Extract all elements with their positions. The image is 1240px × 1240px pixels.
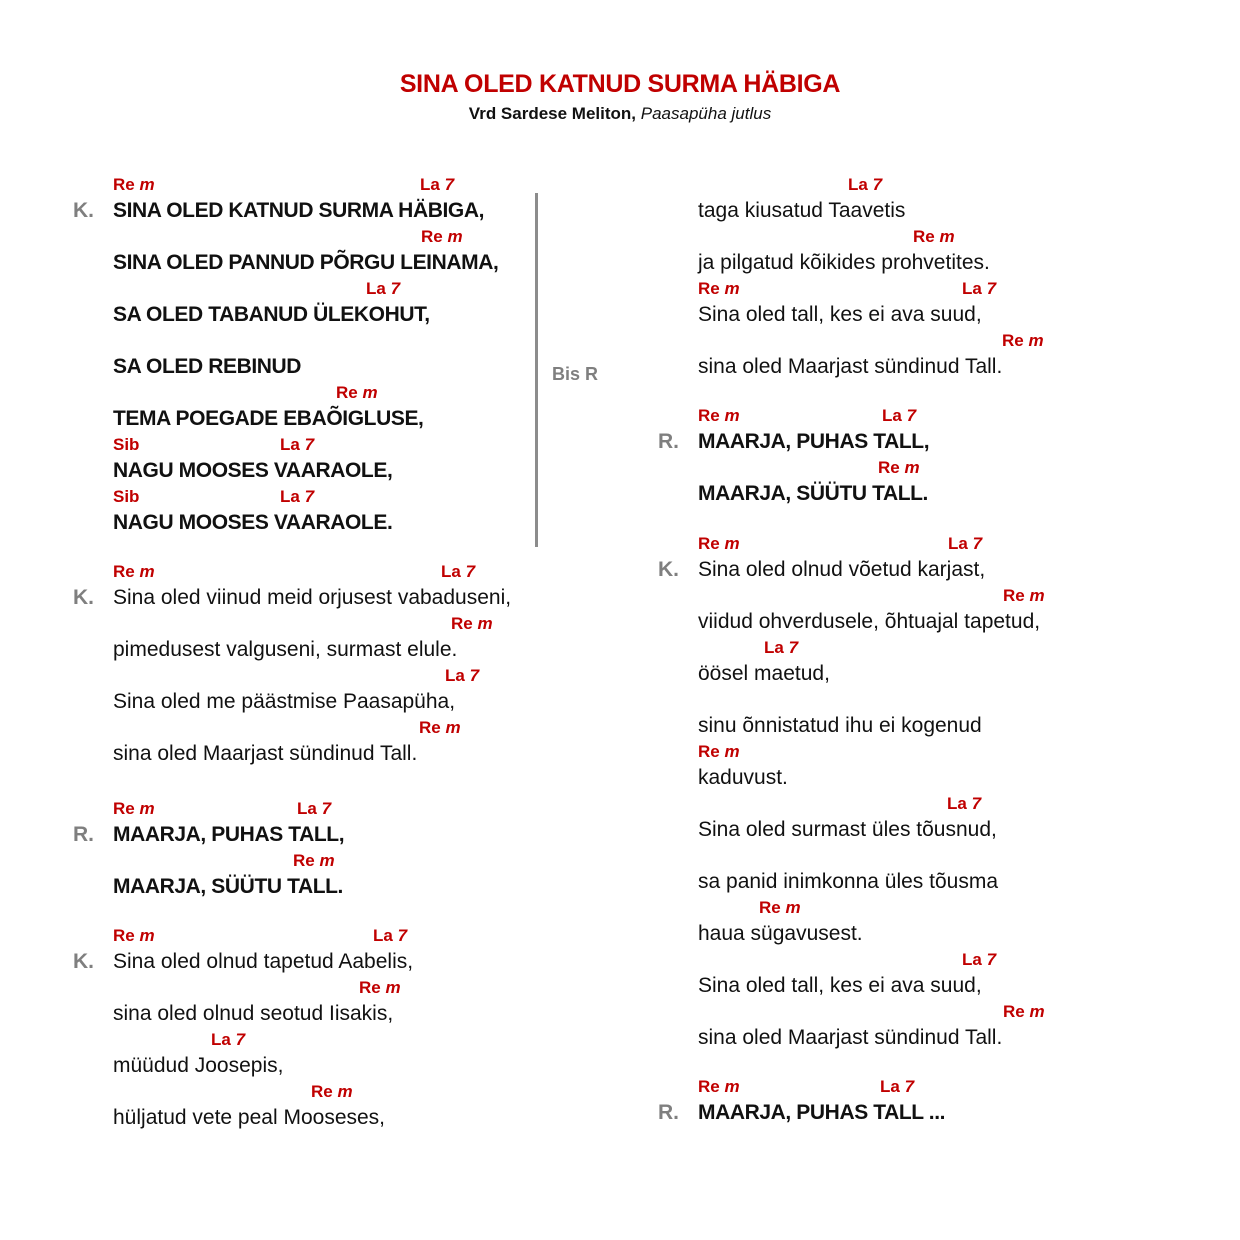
lyric-text: kaduvust. xyxy=(698,766,788,789)
bis-bracket-line xyxy=(535,193,538,547)
chord-quality: 7 xyxy=(390,279,401,298)
chord-quality: m xyxy=(319,851,335,870)
chord-row xyxy=(698,638,1240,660)
chord-row xyxy=(113,383,673,405)
chord-root: Re xyxy=(311,1082,333,1101)
chord-quality: 7 xyxy=(304,435,315,454)
chord-quality: 7 xyxy=(304,487,315,506)
lyric-text: NAGU MOOSES VAARAOLE, xyxy=(113,459,393,482)
chord xyxy=(698,1077,740,1097)
chord xyxy=(336,383,378,403)
lyric-text: hüljatud vete peal Mooseses, xyxy=(113,1106,386,1129)
chord-row xyxy=(698,846,1240,868)
chord-root: La xyxy=(445,666,465,685)
chord-root: La xyxy=(297,799,317,818)
lyric-text: Sina oled olnud tapetud Aabelis, xyxy=(113,950,414,973)
chord-row xyxy=(113,487,673,509)
chord-root: Re xyxy=(419,718,441,737)
chord-quality: 7 xyxy=(906,406,917,425)
chord-root: Re xyxy=(451,614,473,633)
chord-quality: m xyxy=(477,614,493,633)
chord-row xyxy=(698,690,1240,712)
chord-root: Re xyxy=(1002,331,1024,350)
chord xyxy=(113,435,139,455)
chord-quality: m xyxy=(724,406,740,425)
chord-root: La xyxy=(420,175,440,194)
chord xyxy=(698,279,740,299)
chord-quality: m xyxy=(939,227,955,246)
chord-root: Re xyxy=(336,383,358,402)
lyric-text: SINA OLED PANNUD PÕRGU LEINAMA, xyxy=(113,251,499,274)
chord-quality: m xyxy=(1029,586,1045,605)
chord xyxy=(962,279,996,299)
chord-root: Re xyxy=(293,851,315,870)
chord-root: Re xyxy=(1003,586,1025,605)
chord-row xyxy=(113,279,673,301)
chord xyxy=(1003,586,1045,606)
chord-quality: m xyxy=(904,458,920,477)
chord-row xyxy=(113,331,673,353)
lyric-text: TEMA POEGADE EBAÕIGLUSE, xyxy=(113,407,424,430)
chord-row xyxy=(698,534,1240,556)
chord xyxy=(913,227,955,247)
chord-quality: m xyxy=(139,175,155,194)
chord xyxy=(1002,331,1044,351)
chord xyxy=(947,794,981,814)
chord-quality: 7 xyxy=(465,562,476,581)
chord-quality: 7 xyxy=(235,1030,246,1049)
lyric-text: Sina oled me päästmise Paasapüha, xyxy=(113,690,456,713)
subtitle-work: Paasapüha jutlus xyxy=(640,104,772,123)
lyric-text: pimedusest valguseni, surmast elule. xyxy=(113,638,458,661)
chord xyxy=(211,1030,245,1050)
chord-quality: 7 xyxy=(788,638,799,657)
chord-row xyxy=(113,1030,673,1052)
chord-row xyxy=(698,586,1240,608)
chord xyxy=(419,718,461,738)
chord-row xyxy=(113,718,673,740)
chord-root: Re xyxy=(698,406,720,425)
chord-root: Re xyxy=(1003,1002,1025,1021)
chord xyxy=(280,435,314,455)
lyric-text: MAARJA, SÜÜTU TALL. xyxy=(113,875,343,898)
chord-row xyxy=(113,851,673,873)
chord xyxy=(113,799,155,819)
chord-root: Re xyxy=(698,1077,720,1096)
chord-row xyxy=(698,1002,1240,1024)
chord-row xyxy=(698,950,1240,972)
chord-quality: 7 xyxy=(469,666,480,685)
chord xyxy=(880,1077,914,1097)
lyric-text: Sina oled surmast üles tõusnud, xyxy=(698,818,997,841)
chord-root: Sib xyxy=(113,435,140,454)
lyric-text: Sina oled tall, kes ei ava suud, xyxy=(698,303,982,326)
chord-quality: m xyxy=(447,227,463,246)
chord xyxy=(878,458,920,478)
chord xyxy=(373,926,407,946)
chord xyxy=(764,638,798,658)
chord-row xyxy=(113,175,673,197)
chord-row xyxy=(113,978,673,1000)
lyric-text: SA OLED REBINUD xyxy=(113,355,302,378)
chord-row xyxy=(113,435,673,457)
lyric-text: öösel maetud, xyxy=(698,662,830,685)
lyric-text: taga kiusatud Taavetis xyxy=(698,199,906,222)
chord-row xyxy=(698,898,1240,920)
chord-root: La xyxy=(962,950,982,969)
chord-root: La xyxy=(211,1030,231,1049)
chord-root: La xyxy=(947,794,967,813)
chord-root: La xyxy=(882,406,902,425)
chord-quality: m xyxy=(724,279,740,298)
chord-root: La xyxy=(366,279,386,298)
bis-label: Bis R xyxy=(552,364,599,384)
chord xyxy=(698,534,740,554)
chord-quality: m xyxy=(1028,331,1044,350)
chord-row xyxy=(698,175,1240,197)
chord-root: La xyxy=(848,175,868,194)
chord xyxy=(113,926,155,946)
chord-row xyxy=(113,227,673,249)
lyric-text: SA OLED TABANUD ÜLEKOHUT, xyxy=(113,303,430,326)
chord-row xyxy=(698,794,1240,816)
chord-quality: 7 xyxy=(397,926,408,945)
chord-quality: 7 xyxy=(972,534,983,553)
chord-root: Re xyxy=(698,534,720,553)
lyric-text: sina oled olnud seotud Iisakis, xyxy=(113,1002,394,1025)
chord-root: La xyxy=(880,1077,900,1096)
stanza-marker: K. xyxy=(73,199,94,222)
chord-root: Re xyxy=(359,978,381,997)
chord-row xyxy=(113,926,673,948)
chord-quality: m xyxy=(337,1082,353,1101)
chord-root: Re xyxy=(759,898,781,917)
chord-row xyxy=(113,666,673,688)
lyric-text: Sina oled olnud võetud karjast, xyxy=(698,558,986,581)
chord-quality: m xyxy=(362,383,378,402)
lyric-text: MAARJA, SÜÜTU TALL. xyxy=(698,482,928,505)
chord-root: Re xyxy=(698,742,720,761)
subtitle-source: Vrd Sardese Meliton, xyxy=(468,104,637,123)
stanza-marker: K. xyxy=(73,586,94,609)
chord xyxy=(698,742,740,762)
chord-root: Re xyxy=(698,279,720,298)
chord-row xyxy=(113,1082,673,1104)
chord-quality: m xyxy=(139,926,155,945)
song-title: SINA OLED KATNUD SURMA HÄBIGA xyxy=(399,70,841,98)
chord-quality: 7 xyxy=(872,175,883,194)
lyric-text: MAARJA, PUHAS TALL, xyxy=(113,823,345,846)
chord-quality: 7 xyxy=(971,794,982,813)
song-subtitle xyxy=(0,104,1240,124)
chord-row xyxy=(698,331,1240,353)
chord-quality: m xyxy=(139,799,155,818)
lyric-text: haua sügavusest. xyxy=(698,922,863,945)
chord xyxy=(441,562,475,582)
lyric-text: sina oled Maarjast sündinud Tall. xyxy=(113,742,418,765)
chord xyxy=(1003,1002,1045,1022)
chord-row xyxy=(113,799,673,821)
stanza-marker: K. xyxy=(658,558,679,581)
chord-quality: m xyxy=(724,534,740,553)
chord xyxy=(113,562,155,582)
chord xyxy=(882,406,916,426)
chord xyxy=(451,614,493,634)
chord-quality: m xyxy=(445,718,461,737)
chord-row xyxy=(698,1077,1240,1099)
stanza-marker: R. xyxy=(658,1101,679,1124)
chord-root: La xyxy=(441,562,461,581)
chord-root: La xyxy=(280,435,300,454)
lyric-text: sinu õnnistatud ihu ei kogenud xyxy=(698,714,982,737)
chord-quality: 7 xyxy=(986,950,997,969)
chord-quality: m xyxy=(1029,1002,1045,1021)
chord-root: Re xyxy=(878,458,900,477)
stanza-marker: R. xyxy=(658,430,679,453)
chord-root: La xyxy=(962,279,982,298)
chord-root: La xyxy=(373,926,393,945)
chord xyxy=(759,898,801,918)
chord-row xyxy=(698,406,1240,428)
stanza-marker: K. xyxy=(73,950,94,973)
chord xyxy=(311,1082,353,1102)
lyric-text: sa panid inimkonna üles tõusma xyxy=(698,870,999,893)
chord-quality: m xyxy=(139,562,155,581)
chord-quality: 7 xyxy=(444,175,455,194)
chord xyxy=(293,851,335,871)
chord-root: La xyxy=(280,487,300,506)
chord-row xyxy=(698,227,1240,249)
lyric-text: Sina oled viinud meid orjusest vabaduseni, xyxy=(113,586,512,609)
chord-root: Re xyxy=(913,227,935,246)
chord-root: Sib xyxy=(113,487,140,506)
chord xyxy=(445,666,479,686)
chord xyxy=(420,175,454,195)
lyric-text: MAARJA, PUHAS TALL ... xyxy=(698,1101,946,1124)
chord xyxy=(962,950,996,970)
chord-row xyxy=(698,458,1240,480)
chord xyxy=(359,978,401,998)
lyric-text: Sina oled tall, kes ei ava suud, xyxy=(698,974,982,997)
chord xyxy=(297,799,331,819)
chord-root: Re xyxy=(113,799,135,818)
chord xyxy=(280,487,314,507)
chord-row xyxy=(113,614,673,636)
chord xyxy=(421,227,463,247)
chord-quality: 7 xyxy=(321,799,332,818)
chord-row xyxy=(698,279,1240,301)
chord-root: Re xyxy=(113,926,135,945)
lyric-text: sina oled Maarjast sündinud Tall. xyxy=(698,355,1003,378)
chord-quality: m xyxy=(385,978,401,997)
chord-root: Re xyxy=(421,227,443,246)
lyric-text: ja pilgatud kõikides prohvetites. xyxy=(698,251,990,274)
stanza-marker: R. xyxy=(73,823,94,846)
lyric-text: SINA OLED KATNUD SURMA HÄBIGA, xyxy=(113,199,485,222)
chord xyxy=(848,175,882,195)
chord-root: La xyxy=(764,638,784,657)
chord-root: Re xyxy=(113,175,135,194)
chord-quality: 7 xyxy=(986,279,997,298)
lyric-text: müüdud Joosepis, xyxy=(113,1054,284,1077)
chord xyxy=(366,279,400,299)
lyric-text: NAGU MOOSES VAARAOLE. xyxy=(113,511,393,534)
chord xyxy=(113,487,139,507)
lyric-text: MAARJA, PUHAS TALL, xyxy=(698,430,930,453)
chord-quality: m xyxy=(724,742,740,761)
chord-root: Re xyxy=(113,562,135,581)
chord-row xyxy=(698,742,1240,764)
chord-root: La xyxy=(948,534,968,553)
chord xyxy=(113,175,155,195)
lyric-text: viidud ohverdusele, õhtuajal tapetud, xyxy=(698,610,1041,633)
chord-quality: 7 xyxy=(904,1077,915,1096)
lyric-text: sina oled Maarjast sündinud Tall. xyxy=(698,1026,1003,1049)
chord xyxy=(948,534,982,554)
chord xyxy=(698,406,740,426)
chord-quality: m xyxy=(724,1077,740,1096)
chord-quality: m xyxy=(785,898,801,917)
chord-row xyxy=(113,562,673,584)
